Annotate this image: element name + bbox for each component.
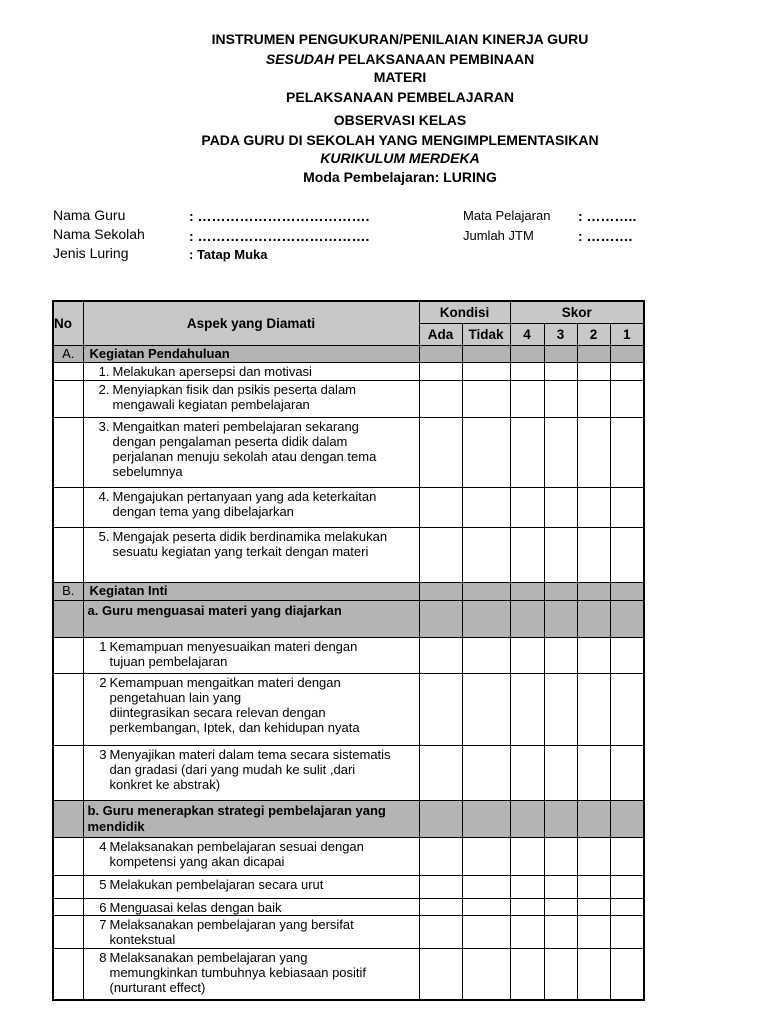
score-cell[interactable] — [419, 875, 462, 898]
subsection-cell[interactable] — [610, 600, 644, 637]
item-row — [53, 637, 644, 673]
item-text — [110, 529, 388, 559]
item-aspek-cell — [83, 380, 419, 417]
observation-table — [52, 300, 645, 1001]
score-cell[interactable] — [544, 380, 577, 417]
score-cell[interactable] — [510, 837, 544, 875]
item-row — [53, 915, 644, 948]
score-cell[interactable] — [577, 673, 610, 745]
score-cell[interactable] — [462, 898, 510, 915]
score-cell[interactable] — [462, 875, 510, 898]
nama-sekolah-value: : ………………………………. — [189, 228, 370, 244]
item-text-line: Menyiapkan fisik dan psikis peserta dalam — [112, 381, 357, 397]
score-cell[interactable] — [419, 417, 462, 487]
item-no-cell — [53, 380, 83, 417]
item-text — [110, 364, 312, 379]
score-cell[interactable] — [577, 875, 610, 898]
jenis-luring-label: Jenis Luring — [53, 245, 129, 261]
score-cell[interactable] — [577, 487, 610, 527]
jenis-luring-value: : Tatap Muka — [189, 247, 268, 262]
score-cell[interactable] — [462, 380, 510, 417]
item-row — [53, 487, 644, 527]
score-cell[interactable] — [577, 837, 610, 875]
score-cell[interactable] — [462, 915, 510, 948]
score-cell[interactable] — [610, 898, 644, 915]
item-text-line: pengetahuan lain yang — [109, 689, 242, 705]
score-cell[interactable] — [462, 948, 510, 1000]
score-cell[interactable] — [577, 362, 610, 380]
item-text-line: tujuan pembelajaran — [109, 653, 228, 669]
score-cell[interactable] — [462, 417, 510, 487]
score-cell[interactable] — [419, 837, 462, 875]
score-cell[interactable] — [544, 915, 577, 948]
item-row — [53, 527, 644, 582]
score-cell[interactable] — [544, 637, 577, 673]
item-text-line: sesuatu kegiatan yang terkait dengan materi — [112, 543, 369, 559]
item-text-line: Melakukan apersepsi dan motivasi — [112, 363, 312, 379]
score-cell[interactable] — [462, 637, 510, 673]
subsection-cell[interactable] — [544, 800, 577, 837]
title-line-7-italic: KURIKULUM MERDEKA — [320, 150, 480, 166]
item-text — [110, 489, 377, 519]
item-number: 2. — [98, 381, 110, 397]
score-cell[interactable] — [544, 898, 577, 915]
score-cell[interactable] — [610, 673, 644, 745]
item-text-line: Kemampuan menyesuaikan materi dengan — [109, 638, 358, 654]
item-aspek-cell — [83, 875, 419, 898]
score-cell[interactable] — [419, 487, 462, 527]
header-skor-1: 1 — [610, 323, 644, 345]
score-cell[interactable] — [577, 637, 610, 673]
title-line-3: MATERI — [373, 69, 427, 85]
header-no: No — [53, 301, 83, 345]
section-title: Kegiatan Inti — [83, 582, 419, 600]
subsection-cell[interactable] — [419, 600, 462, 637]
item-aspek-cell — [83, 837, 419, 875]
item-text-line: kompetensi yang akan dicapai — [109, 853, 285, 869]
score-cell[interactable] — [610, 362, 644, 380]
item-number: 5 — [99, 876, 107, 892]
score-cell[interactable] — [577, 915, 610, 948]
title-line-6: PADA GURU DI SEKOLAH YANG MENGIMPLEMENTASIKAN — [201, 132, 599, 148]
score-cell[interactable] — [577, 898, 610, 915]
item-text-line: dengan pengalaman peserta didik dalam — [112, 433, 348, 449]
subsection-title-line: mendidik — [87, 818, 145, 834]
item-text-line: Mengajukan pertanyaan yang ada keterkaitan — [112, 488, 377, 504]
item-row — [53, 417, 644, 487]
item-text-line: Menyajikan materi dalam tema secara sistematis — [109, 746, 391, 762]
jumlah-jtm-label: Jumlah JTM — [463, 228, 534, 243]
score-cell[interactable] — [419, 673, 462, 745]
section-cell[interactable] — [577, 582, 610, 600]
score-cell[interactable] — [419, 637, 462, 673]
score-cell[interactable] — [510, 948, 544, 1000]
item-number: 1 — [99, 638, 107, 654]
header-skor-2: 2 — [577, 323, 610, 345]
item-text — [110, 382, 357, 412]
section-no: B. — [53, 582, 83, 600]
score-cell[interactable] — [610, 487, 644, 527]
section-no: A. — [53, 345, 83, 362]
score-cell[interactable] — [462, 673, 510, 745]
score-cell[interactable] — [610, 637, 644, 673]
score-cell[interactable] — [510, 527, 544, 582]
item-text-line: Kemampuan mengaitkan materi dengan — [109, 674, 341, 690]
item-text-line: kontekstual — [109, 931, 176, 947]
section-cell[interactable] — [462, 582, 510, 600]
item-aspek-cell — [83, 898, 419, 915]
item-text-line: Melaksanakan pembelajaran yang bersifat — [109, 916, 354, 932]
nama-guru-value: : ………………………………. — [189, 208, 370, 224]
score-cell[interactable] — [577, 527, 610, 582]
header-aspek: Aspek yang Diamati — [83, 301, 419, 345]
section-cell[interactable] — [462, 345, 510, 362]
score-cell[interactable] — [610, 837, 644, 875]
section-cell[interactable] — [577, 345, 610, 362]
score-cell[interactable] — [419, 898, 462, 915]
score-cell[interactable] — [544, 362, 577, 380]
score-cell[interactable] — [544, 487, 577, 527]
item-no-cell — [53, 915, 83, 948]
subsection-title-line: a. Guru menguasai materi yang diajarkan — [87, 602, 342, 618]
item-row — [53, 380, 644, 417]
item-text-line: Mengajak peserta didik berdinamika melakukan — [112, 528, 388, 544]
header-tidak: Tidak — [462, 323, 510, 345]
subsection-cell[interactable] — [419, 800, 462, 837]
score-cell[interactable] — [419, 948, 462, 1000]
item-aspek-cell — [83, 417, 419, 487]
subsection-cell[interactable] — [462, 600, 510, 637]
header-ada: Ada — [419, 323, 462, 345]
item-no-cell — [53, 487, 83, 527]
nama-sekolah-label: Nama Sekolah — [53, 226, 145, 242]
score-cell[interactable] — [419, 915, 462, 948]
item-aspek-cell — [83, 637, 419, 673]
score-cell[interactable] — [419, 527, 462, 582]
item-text-line: mengawali kegiatan pembelajaran — [112, 396, 310, 412]
title-line-1: INSTRUMEN PENGUKURAN/PENILAIAN KINERJA GURU — [211, 31, 589, 47]
item-number: 4. — [98, 488, 110, 504]
subsection-title-line: b. Guru menerapkan strategi pembelajaran yang — [87, 802, 386, 818]
score-cell[interactable] — [610, 745, 644, 800]
item-row — [53, 837, 644, 875]
item-text-line: Melaksanakan pembelajaran sesuai dengan — [109, 838, 364, 854]
score-cell[interactable] — [462, 527, 510, 582]
score-cell[interactable] — [510, 915, 544, 948]
section-cell[interactable] — [610, 582, 644, 600]
item-number: 4 — [99, 838, 107, 854]
score-cell[interactable] — [462, 362, 510, 380]
section-title: Kegiatan Pendahuluan — [83, 345, 419, 362]
score-cell[interactable] — [577, 417, 610, 487]
score-cell[interactable] — [610, 875, 644, 898]
item-text — [110, 419, 377, 479]
item-text — [107, 877, 324, 892]
item-text — [107, 639, 358, 669]
score-cell[interactable] — [577, 948, 610, 1000]
item-no-cell — [53, 637, 83, 673]
mata-pelajaran-value: : ……….. — [578, 208, 637, 224]
score-cell[interactable] — [544, 417, 577, 487]
score-cell[interactable] — [510, 745, 544, 800]
score-cell[interactable] — [510, 673, 544, 745]
section-cell[interactable] — [510, 582, 544, 600]
item-text-line: dengan tema yang dibelajarkan — [112, 503, 294, 519]
score-cell[interactable] — [510, 637, 544, 673]
item-text-line: Melaksanakan pembelajaran yang — [109, 949, 308, 965]
item-aspek-cell — [83, 673, 419, 745]
section-cell[interactable] — [610, 345, 644, 362]
title-line-2 — [0, 51, 768, 67]
score-cell[interactable] — [462, 487, 510, 527]
item-number: 8 — [99, 949, 107, 965]
score-cell[interactable] — [610, 527, 644, 582]
subsection-cell[interactable] — [577, 800, 610, 837]
subsection-cell[interactable] — [510, 600, 544, 637]
item-text-line: perjalanan menuju sekolah atau dengan tema — [112, 448, 377, 464]
item-number: 3 — [99, 746, 107, 762]
section-cell[interactable] — [419, 582, 462, 600]
item-no-cell — [53, 362, 83, 380]
item-aspek-cell — [83, 527, 419, 582]
mata-pelajaran-label: Mata Pelajaran — [463, 208, 551, 223]
item-row — [53, 948, 644, 1000]
header-skor-4: 4 — [510, 323, 544, 345]
item-no-cell — [53, 898, 83, 915]
score-cell[interactable] — [462, 837, 510, 875]
subsection-cell[interactable] — [462, 800, 510, 837]
title-italic-sesudah: SESUDAH — [265, 51, 335, 67]
score-cell[interactable] — [419, 745, 462, 800]
item-number: 5. — [98, 528, 110, 544]
item-row — [53, 875, 644, 898]
score-cell[interactable] — [544, 527, 577, 582]
score-cell[interactable] — [577, 745, 610, 800]
item-text — [107, 900, 282, 915]
item-row — [53, 898, 644, 915]
item-text — [107, 747, 391, 792]
item-text — [107, 839, 364, 869]
score-cell[interactable] — [510, 417, 544, 487]
score-cell[interactable] — [610, 915, 644, 948]
item-text — [107, 917, 354, 947]
item-text-line: Menguasai kelas dengan baik — [109, 899, 282, 915]
item-text-line: Mengaitkan materi pembelajaran sekarang — [112, 418, 359, 434]
item-no-cell — [53, 875, 83, 898]
item-aspek-cell — [83, 948, 419, 1000]
subsection-title — [83, 600, 419, 637]
item-text-line: perkembangan, Iptek, dan kehidupan nyata — [109, 719, 360, 735]
section-cell[interactable] — [510, 345, 544, 362]
jumlah-jtm-value: : ………. — [578, 228, 633, 244]
title-line-5: OBSERVASI KELAS — [333, 112, 467, 128]
item-text — [107, 950, 367, 995]
subsection-no — [53, 600, 83, 637]
item-text-line: konkret ke abstrak) — [109, 776, 221, 792]
score-cell[interactable] — [610, 417, 644, 487]
section-cell[interactable] — [419, 345, 462, 362]
section-a-row — [53, 345, 644, 362]
nama-guru-label: Nama Guru — [53, 207, 126, 223]
item-text-line: Melakukan pembelajaran secara urut — [109, 876, 324, 892]
section-cell[interactable] — [544, 345, 577, 362]
item-text-line: dan gradasi (dari yang mudah ke sulit ,dari — [109, 761, 356, 777]
item-no-cell — [53, 673, 83, 745]
item-row — [53, 673, 644, 745]
item-aspek-cell — [83, 487, 419, 527]
item-number: 7 — [99, 916, 107, 932]
item-text — [107, 675, 360, 735]
item-number: 2 — [99, 674, 107, 690]
score-cell[interactable] — [419, 362, 462, 380]
title-line-7 — [0, 150, 768, 166]
score-cell[interactable] — [510, 898, 544, 915]
item-text-line: memungkinkan tumbuhnya kebiasaan positif — [109, 964, 367, 980]
item-aspek-cell — [83, 362, 419, 380]
item-number: 1. — [98, 363, 110, 379]
score-cell[interactable] — [462, 745, 510, 800]
item-no-cell — [53, 837, 83, 875]
subsection-a-row — [53, 600, 644, 637]
item-row — [53, 362, 644, 380]
item-aspek-cell — [83, 915, 419, 948]
item-no-cell — [53, 745, 83, 800]
header-skor-3: 3 — [544, 323, 577, 345]
item-number: 6 — [99, 899, 107, 915]
subsection-cell[interactable] — [577, 600, 610, 637]
subsection-b-row — [53, 800, 644, 837]
item-no-cell — [53, 527, 83, 582]
score-cell[interactable] — [510, 380, 544, 417]
item-text-line: diintegrasikan secara relevan dengan — [109, 704, 326, 720]
header-kondisi: Kondisi — [419, 301, 510, 323]
item-aspek-cell — [83, 745, 419, 800]
section-cell[interactable] — [544, 582, 577, 600]
title-line-4: PELAKSANAAN PEMBELAJARAN — [286, 89, 514, 105]
subsection-cell[interactable] — [544, 600, 577, 637]
score-cell[interactable] — [510, 875, 544, 898]
header-skor: Skor — [510, 301, 644, 323]
score-cell[interactable] — [610, 948, 644, 1000]
item-text-line: sebelumnya — [112, 463, 183, 479]
subsection-cell[interactable] — [510, 800, 544, 837]
subsection-no — [53, 800, 83, 837]
score-cell[interactable] — [419, 380, 462, 417]
section-b-row — [53, 582, 644, 600]
title-line-2-rest: PELAKSANAAN PEMBINAAN — [334, 51, 535, 67]
score-cell[interactable] — [544, 673, 577, 745]
score-cell[interactable] — [610, 380, 644, 417]
item-row — [53, 745, 644, 800]
item-no-cell — [53, 417, 83, 487]
item-text-line: (nurturant effect) — [109, 979, 206, 995]
score-cell[interactable] — [544, 837, 577, 875]
subsection-title — [83, 800, 419, 837]
title-line-8: Moda Pembelajaran: LURING — [303, 169, 497, 185]
score-cell[interactable] — [510, 487, 544, 527]
score-cell[interactable] — [510, 362, 544, 380]
score-cell[interactable] — [577, 380, 610, 417]
item-no-cell — [53, 948, 83, 1000]
score-cell[interactable] — [544, 745, 577, 800]
item-number: 3. — [98, 418, 110, 434]
subsection-cell[interactable] — [610, 800, 644, 837]
score-cell[interactable] — [544, 948, 577, 1000]
score-cell[interactable] — [544, 875, 577, 898]
